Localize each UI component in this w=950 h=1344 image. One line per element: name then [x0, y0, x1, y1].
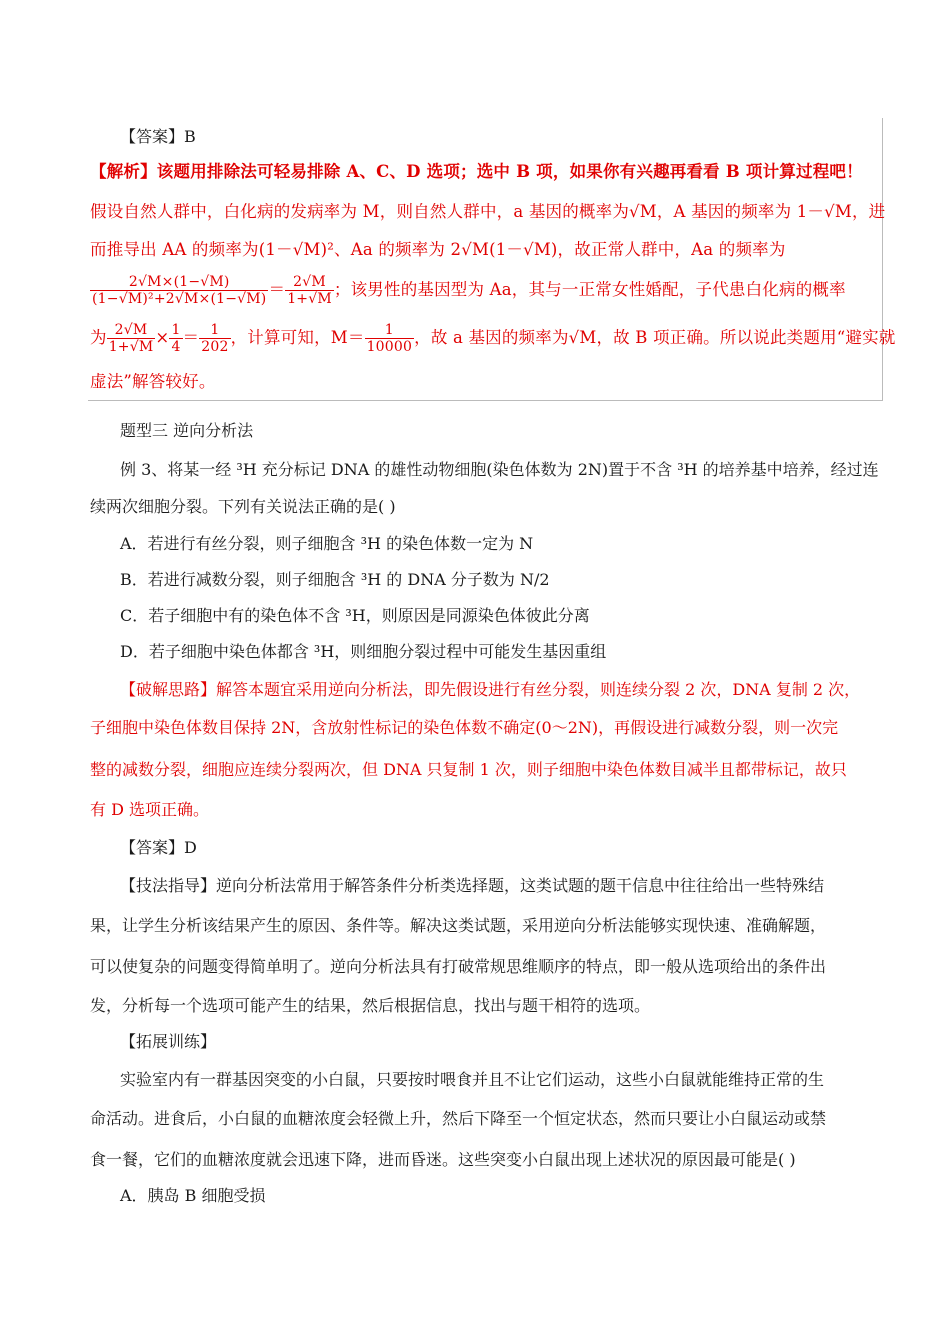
fraction-numerator: 1 — [365, 322, 415, 339]
explanation-line-3: 而推导出 AA 的频率为(1－√M)²、Aa 的频率为 2√M(1－√M)，故正常人群中，Aa 的频率为 — [90, 240, 786, 259]
extension-training-heading: 【拓展训练】 — [120, 1032, 217, 1051]
answer-label-b: 【答案】B — [120, 127, 196, 146]
practice-question-line-2: 命活动。进食后，小白鼠的血糖浓度会轻微上升，然后下降至一个恒定状态，然而只要让小白鼠运动或禁 — [90, 1109, 827, 1128]
solution-line-3: 整的减数分裂，细胞应连续分裂两次，但 DNA 只复制 1 次，则子细胞中染色体数目减半且都带标记，故只 — [90, 760, 847, 779]
explanation-line-4-text: ；该男性的基因型为 Aa，其与一正常女性婚配，子代患白化病的概率 — [333, 280, 846, 299]
explanation-box — [88, 118, 896, 401]
fraction-denominator: 202 — [201, 339, 229, 355]
explanation-line-5: 为 $\frac{2√M}{1+√M}$ × $\frac{1}{4}$ ＝ $\frac{1}{202}$ ，计算可知，M＝ $\frac{1}{10000}$ ，故 a 基因的频率为√M，故 B 项正确。所以说此类题用“避实就 — [90, 322, 896, 355]
solution-line-2: 子细胞中染色体数目保持 2N，含放射性标记的染色体数不确定(0～2N)，再假设进行减数分裂，则一次完 — [90, 718, 839, 737]
fraction-denominator: 1+√M — [287, 291, 332, 307]
technique-line-4: 发，分析每一个选项可能产生的结果，然后根据信息，找出与题干相符的选项。 — [90, 996, 651, 1015]
technique-line-3: 可以使复杂的问题变得简单明了。逆向分析法具有打破常规思维顺序的特点，即一般从选项给出的条件出 — [90, 957, 827, 976]
explanation-line-5-tail: ，故 a 基因的频率为√M，故 B 项正确。所以说此类题用“避实就 — [414, 328, 896, 347]
fraction-result — [199, 322, 230, 355]
technique-line-1: 【技法指导】逆向分析法常用于解答条件分析类选择题，这类试题的题干信息中往往给出一些特殊结 — [120, 876, 825, 895]
fraction-quarter — [169, 322, 182, 355]
explanation-line-6: 虚法”解答较好。 — [90, 372, 216, 391]
explanation-line-1: 【解析】该题用排除法可轻易排除 A、C、D 选项；选中 B 项，如果你有兴趣再看看 B 项计算过程吧！ — [90, 162, 863, 181]
fraction-probability — [107, 322, 156, 355]
answer-label-d: 【答案】D — [120, 838, 197, 857]
example-3-line-1: 例 3、将某一经 ³H 充分标记 DNA 的雄性动物细胞(染色体数为 2N)置于不含 ³H 的培养基中培养，经过连 — [120, 460, 879, 479]
fraction-numerator: 1 — [199, 322, 230, 339]
fraction-numerator: 2√M — [285, 274, 334, 291]
fraction-m-value — [365, 322, 415, 355]
explanation-line-5-prefix: 为 — [90, 328, 107, 347]
explanation-line-2: 假设自然人群中，白化病的发病率为 M，则自然人群中，a 基因的概率为√M，A 基因的频率为 1－√M，进 — [90, 202, 886, 221]
fraction-simplified — [285, 274, 334, 307]
question-type-heading: 题型三 逆向分析法 — [120, 421, 254, 440]
solution-line-4: 有 D 选项正确。 — [90, 800, 210, 819]
fraction-denominator: 1+√M — [108, 339, 154, 355]
practice-option-a: A．胰岛 B 细胞受损 — [120, 1186, 266, 1205]
example-3-line-2: 续两次细胞分裂。下列有关说法正确的是( ) — [90, 497, 396, 516]
practice-question-line-3: 食一餐，它们的血糖浓度就会迅速下降，进而昏迷。这些突变小白鼠出现上述状况的原因最可能是( ) — [90, 1150, 796, 1169]
solution-line-1: 【破解思路】解答本题宜采用逆向分析法，即先假设进行有丝分裂，则连续分裂 2 次，DNA 复制 2 次， — [120, 680, 861, 699]
option-d: D．若子细胞中染色体都含 ³H，则细胞分裂过程中可能发生基因重组 — [120, 642, 607, 661]
practice-question-line-1: 实验室内有一群基因突变的小白鼠，只要按时喂食并且不让它们运动，这些小白鼠就能维持正常的生 — [120, 1070, 825, 1089]
fraction-numerator: 1 — [171, 322, 181, 338]
technique-line-2: 果，让学生分析该结果产生的原因、条件等。解决这类试题，采用逆向分析法能够实现快速、准确解题， — [90, 916, 827, 935]
fraction-aa-frequency — [90, 274, 268, 307]
option-c: C．若子细胞中有的染色体不含 ³H，则原因是同源染色体彼此分离 — [120, 606, 590, 625]
fraction-numerator: 2√M×(1−√M) — [90, 274, 268, 291]
explanation-line-5-mid: ，计算可知，M＝ — [230, 328, 365, 347]
fraction-denominator: 4 — [171, 339, 181, 355]
fraction-denominator: (1−√M)²+2√M×(1−√M) — [92, 291, 267, 307]
option-a: A．若进行有丝分裂，则子细胞含 ³H 的染色体数一定为 N — [120, 534, 534, 553]
explanation-line-4: $\frac{2√M\times(1-√M)}{\text{(1−√M)²+2√M×(1−√M)}}$ ＝ $\frac{2√M}{1+√M}$ ；该男性的基因型为 Aa，其与一正常女性婚配，子代患白化病的概率 — [92, 274, 846, 307]
fraction-numerator: 2√M — [107, 322, 156, 339]
fraction-denominator: 10000 — [366, 339, 413, 355]
option-b: B．若进行减数分裂，则子细胞含 ³H 的 DNA 分子数为 N/2 — [120, 570, 550, 589]
